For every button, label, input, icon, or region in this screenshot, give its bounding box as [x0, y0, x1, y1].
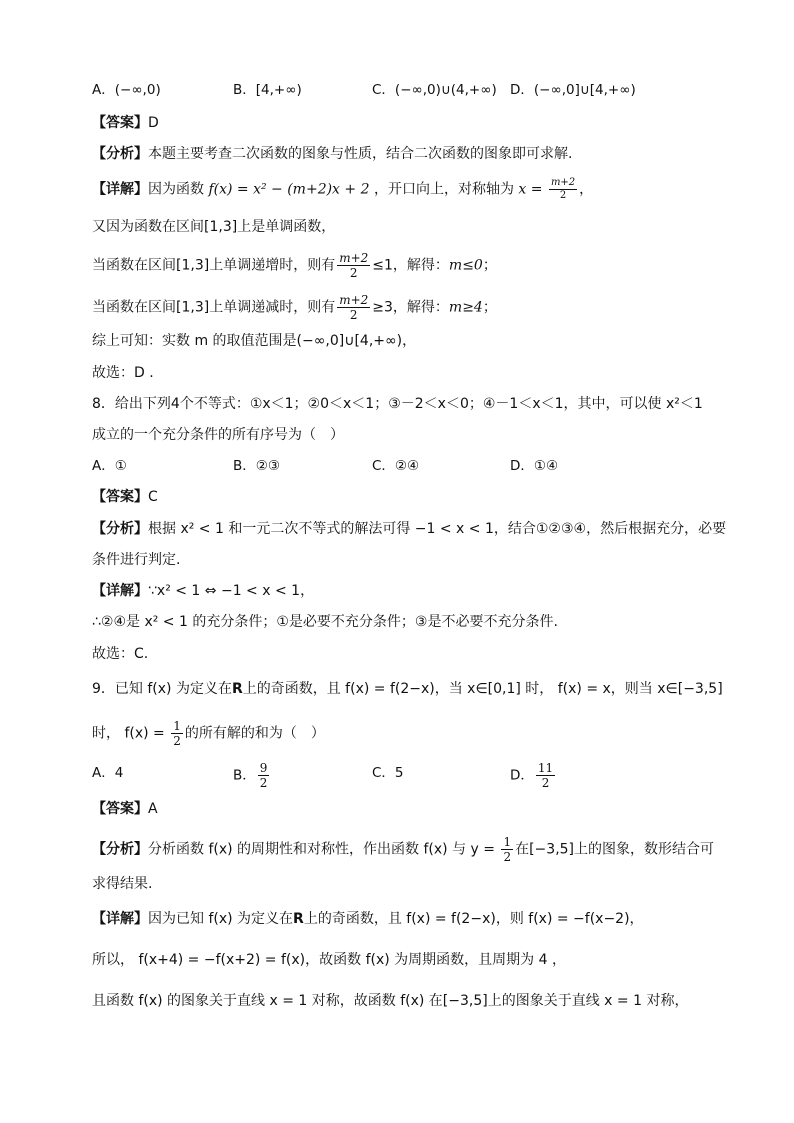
detail-text: ∵x² < 1 ⇔ −1 < x < 1， [148, 583, 315, 599]
q8-analysis-line-1 [92, 518, 726, 540]
q8-detail-line-1 [92, 580, 314, 602]
q7-detail-line-5: 综上可知：实数 m 的取值范围是(−∞,0]∪[4,+∞)， [92, 333, 417, 349]
q8-option-b: B．②③ [233, 458, 280, 474]
q9-option-c: C．5 [372, 765, 404, 781]
real-set-symbol: R [293, 911, 304, 927]
stem-text: 时， f(x) = [92, 725, 170, 742]
detail-tag: 【详解】 [92, 911, 148, 927]
function-expression: f(x) = x² − (m+2)x + 2 [204, 181, 374, 198]
q7-detail-line-1 [92, 178, 593, 201]
axis-fraction: $\frac{m+2}{2}$ [550, 177, 576, 201]
option-label: D． [510, 767, 534, 784]
option-label: B． [233, 767, 256, 784]
detail-text: 当函数在区间[1,3]上单调递减时，则有 [92, 299, 336, 316]
q8-answer [92, 486, 158, 508]
detail-text: ≤1，解得： [372, 257, 449, 274]
q7-option-c: C．(−∞,0)∪(4,+∞) [372, 82, 497, 98]
q7-detail-line-4 [92, 294, 497, 321]
q9-analysis-line-1 [92, 836, 714, 863]
q9-stem-line-2 [92, 720, 325, 747]
q7-detail-line-6: 故选：D . [92, 365, 154, 381]
analysis-tag: 【分析】 [92, 521, 148, 537]
stem-text: 的所有解的和为（ ） [184, 725, 325, 742]
q9-option-d [510, 762, 557, 789]
q8-option-c: C．②④ [372, 458, 420, 474]
answer-value: D [148, 115, 159, 131]
q7-answer [92, 112, 159, 134]
q9-answer [92, 798, 158, 820]
q9-option-b [233, 762, 271, 789]
q8-option-d: D．①④ [510, 458, 559, 474]
analysis-tag: 【分析】 [92, 146, 148, 162]
analysis-text: 在[−3,5]上的图象，数形结合可 [515, 841, 715, 858]
detail-text: 因为已知 f(x) 为定义在 [148, 911, 294, 927]
q7-detail-line-3 [92, 252, 497, 279]
detail-tag: 【详解】 [92, 583, 148, 599]
fraction: $\frac{1}{2}$ [173, 719, 181, 748]
real-set-symbol: R [231, 681, 243, 697]
detail-text: 因为函数 [148, 181, 204, 198]
q7-option-a: A．(−∞,0) [92, 82, 161, 98]
fraction: $\frac{m+2}{2}$ [339, 293, 369, 322]
analysis-text: 分析函数 f(x) 的周期性和对称性，作出函数 f(x) 与 y = [148, 841, 500, 858]
q9-detail-line-1 [92, 908, 644, 930]
q9-detail-line-2: 所以， f(x+4) = −f(x+2) = f(x)，故函数 f(x) 为周期函数，且周期为 4 ， [92, 952, 566, 968]
stem-text: 9．已知 f(x) 为定义在 [92, 681, 232, 697]
result-expression: m≥4 [448, 299, 483, 316]
punctuation: ， [579, 181, 594, 198]
punctuation: ； [482, 257, 497, 274]
q8-stem-line-2: 成立的一个充分条件的所有序号为（ ） [92, 427, 344, 443]
q9-stem-line-1 [92, 678, 723, 700]
q8-detail-line-2: ∴②④是 x² < 1 的充分条件；①是必要不充分条件；③是不必要不充分条件. [92, 614, 558, 630]
detail-text: ，开口向上，对称轴为 [373, 181, 514, 198]
fraction: $\frac{1}{2}$ [503, 835, 512, 864]
q9-analysis-line-2: 求得结果. [92, 876, 153, 892]
detail-text: ≥3，解得： [372, 299, 449, 316]
q7-option-d: D．(−∞,0]∪[4,+∞) [510, 82, 636, 98]
answer-tag: 【答案】 [92, 115, 148, 131]
fraction: $\frac{11}{2}$ [537, 761, 554, 790]
analysis-tag: 【分析】 [92, 841, 148, 858]
stem-text: 上的奇函数，且 f(x) = f(2−x)，当 x∈[0,1] 时， f(x) = x，则当 x∈[−3,5] [242, 681, 723, 697]
q9-option-a: A．4 [92, 765, 124, 781]
q7-detail-line-2: 又因为函数在区间[1,3]上是单调函数， [92, 219, 336, 235]
answer-value: C [148, 489, 158, 505]
q8-stem-line-1: 8．给出下列4个不等式：①x＜1；②0＜x＜1；③－2＜x＜0；④－1＜x＜1，其中，可以使 x²＜1 [92, 396, 703, 412]
q8-analysis-line-2: 条件进行判定. [92, 552, 181, 568]
fraction: $\frac{m+2}{2}$ [339, 251, 369, 280]
q7-analysis [92, 143, 572, 165]
detail-text: 当函数在区间[1,3]上单调递增时，则有 [92, 257, 336, 274]
axis-expression: x = [513, 181, 547, 198]
q7-option-b: B．[4,+∞) [233, 82, 302, 98]
answer-value: A [148, 801, 158, 817]
detail-text: 上的奇函数，且 f(x) = f(2−x)，则 f(x) = −f(x−2)， [303, 911, 644, 927]
analysis-text: 根据 x² < 1 和一元二次不等式的解法可得 −1 < x < 1，结合①②③④，然后根据充分，必要 [148, 521, 727, 537]
answer-tag: 【答案】 [92, 801, 148, 817]
detail-tag: 【详解】 [92, 181, 148, 198]
result-expression: m≤0 [448, 257, 483, 274]
q8-detail-line-3: 故选：C. [92, 646, 149, 662]
q9-detail-line-3: 且函数 f(x) 的图象关于直线 x = 1 对称，故函数 f(x) 在[−3,5]上的图象关于直线 x = 1 对称， [92, 993, 689, 1009]
q8-option-a: A．① [92, 458, 127, 474]
punctuation: ； [482, 299, 497, 316]
analysis-text: 本题主要考查二次函数的图象与性质，结合二次函数的图象即可求解. [148, 146, 573, 162]
answer-tag: 【答案】 [92, 489, 148, 505]
fraction: $\frac{9}{2}$ [259, 761, 268, 790]
